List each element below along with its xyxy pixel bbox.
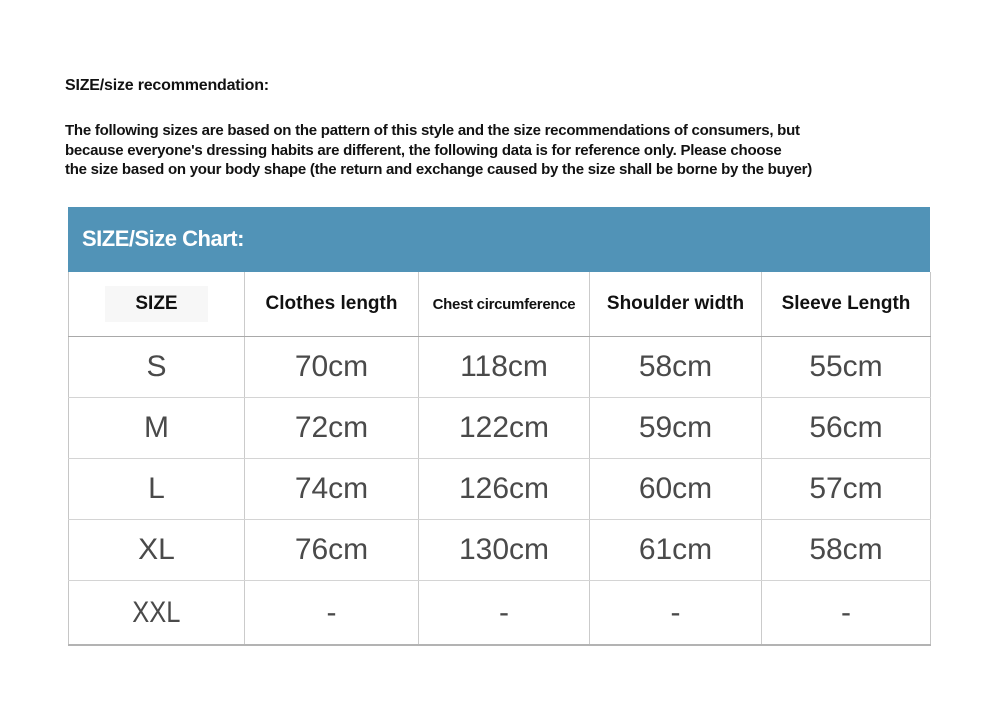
chest-circumference-cell: 126cm <box>419 459 590 520</box>
clothes-length-cell: 70cm <box>245 337 419 398</box>
chest-circumference-cell: 130cm <box>419 520 590 581</box>
table-row-s <box>69 337 931 398</box>
column-header-size <box>69 272 245 337</box>
clothes-length-cell: 76cm <box>245 520 419 581</box>
column-header-size-label: SIZE <box>105 286 207 322</box>
clothes-length-cell: - <box>245 581 419 646</box>
shoulder-width-cell: 61cm <box>590 520 762 581</box>
size-cell-label: XXL <box>132 595 181 629</box>
shoulder-width-cell: 58cm <box>590 337 762 398</box>
size-chart-table <box>68 272 931 646</box>
table-row-xxl <box>69 581 931 646</box>
column-header-clothes-length: Clothes length <box>245 272 419 337</box>
clothes-length-cell: 72cm <box>245 398 419 459</box>
description-line-1: The following sizes are based on the pattern of this style and the size recommendations of consumers, but <box>65 122 800 139</box>
sleeve-length-cell: 58cm <box>762 520 931 581</box>
table-row-m <box>69 398 931 459</box>
size-cell: S <box>69 337 245 398</box>
table-row-l <box>69 459 931 520</box>
size-cell: M <box>69 398 245 459</box>
size-cell: L <box>69 459 245 520</box>
chest-circumference-cell: - <box>419 581 590 646</box>
shoulder-width-cell: - <box>590 581 762 646</box>
shoulder-width-cell: 59cm <box>590 398 762 459</box>
sleeve-length-cell: 55cm <box>762 337 931 398</box>
size-recommendation-heading: SIZE/size recommendation: <box>65 77 269 94</box>
table-row-xl <box>69 520 931 581</box>
size-cell <box>69 581 245 646</box>
size-chart-title-bar <box>68 207 930 272</box>
table-header-row <box>69 272 931 337</box>
column-header-sleeve-length: Sleeve Length <box>762 272 931 337</box>
chest-circumference-cell: 118cm <box>419 337 590 398</box>
size-recommendation-text <box>65 121 945 180</box>
sleeve-length-cell: - <box>762 581 931 646</box>
column-header-chest-circumference: Chest circumference <box>419 272 590 337</box>
shoulder-width-cell: 60cm <box>590 459 762 520</box>
column-header-shoulder-width: Shoulder width <box>590 272 762 337</box>
description-line-2: because everyone's dressing habits are different, the following data is for reference only. Please choose <box>65 141 782 159</box>
sleeve-length-cell: 56cm <box>762 398 931 459</box>
description-line-3: the size based on your body shape (the return and exchange caused by the size shall be borne by the buyer) <box>65 161 813 178</box>
size-chart-title: SIZE/Size Chart: <box>82 226 244 251</box>
clothes-length-cell: 74cm <box>245 459 419 520</box>
size-cell: XL <box>69 520 245 581</box>
chest-circumference-cell: 122cm <box>419 398 590 459</box>
sleeve-length-cell: 57cm <box>762 459 931 520</box>
